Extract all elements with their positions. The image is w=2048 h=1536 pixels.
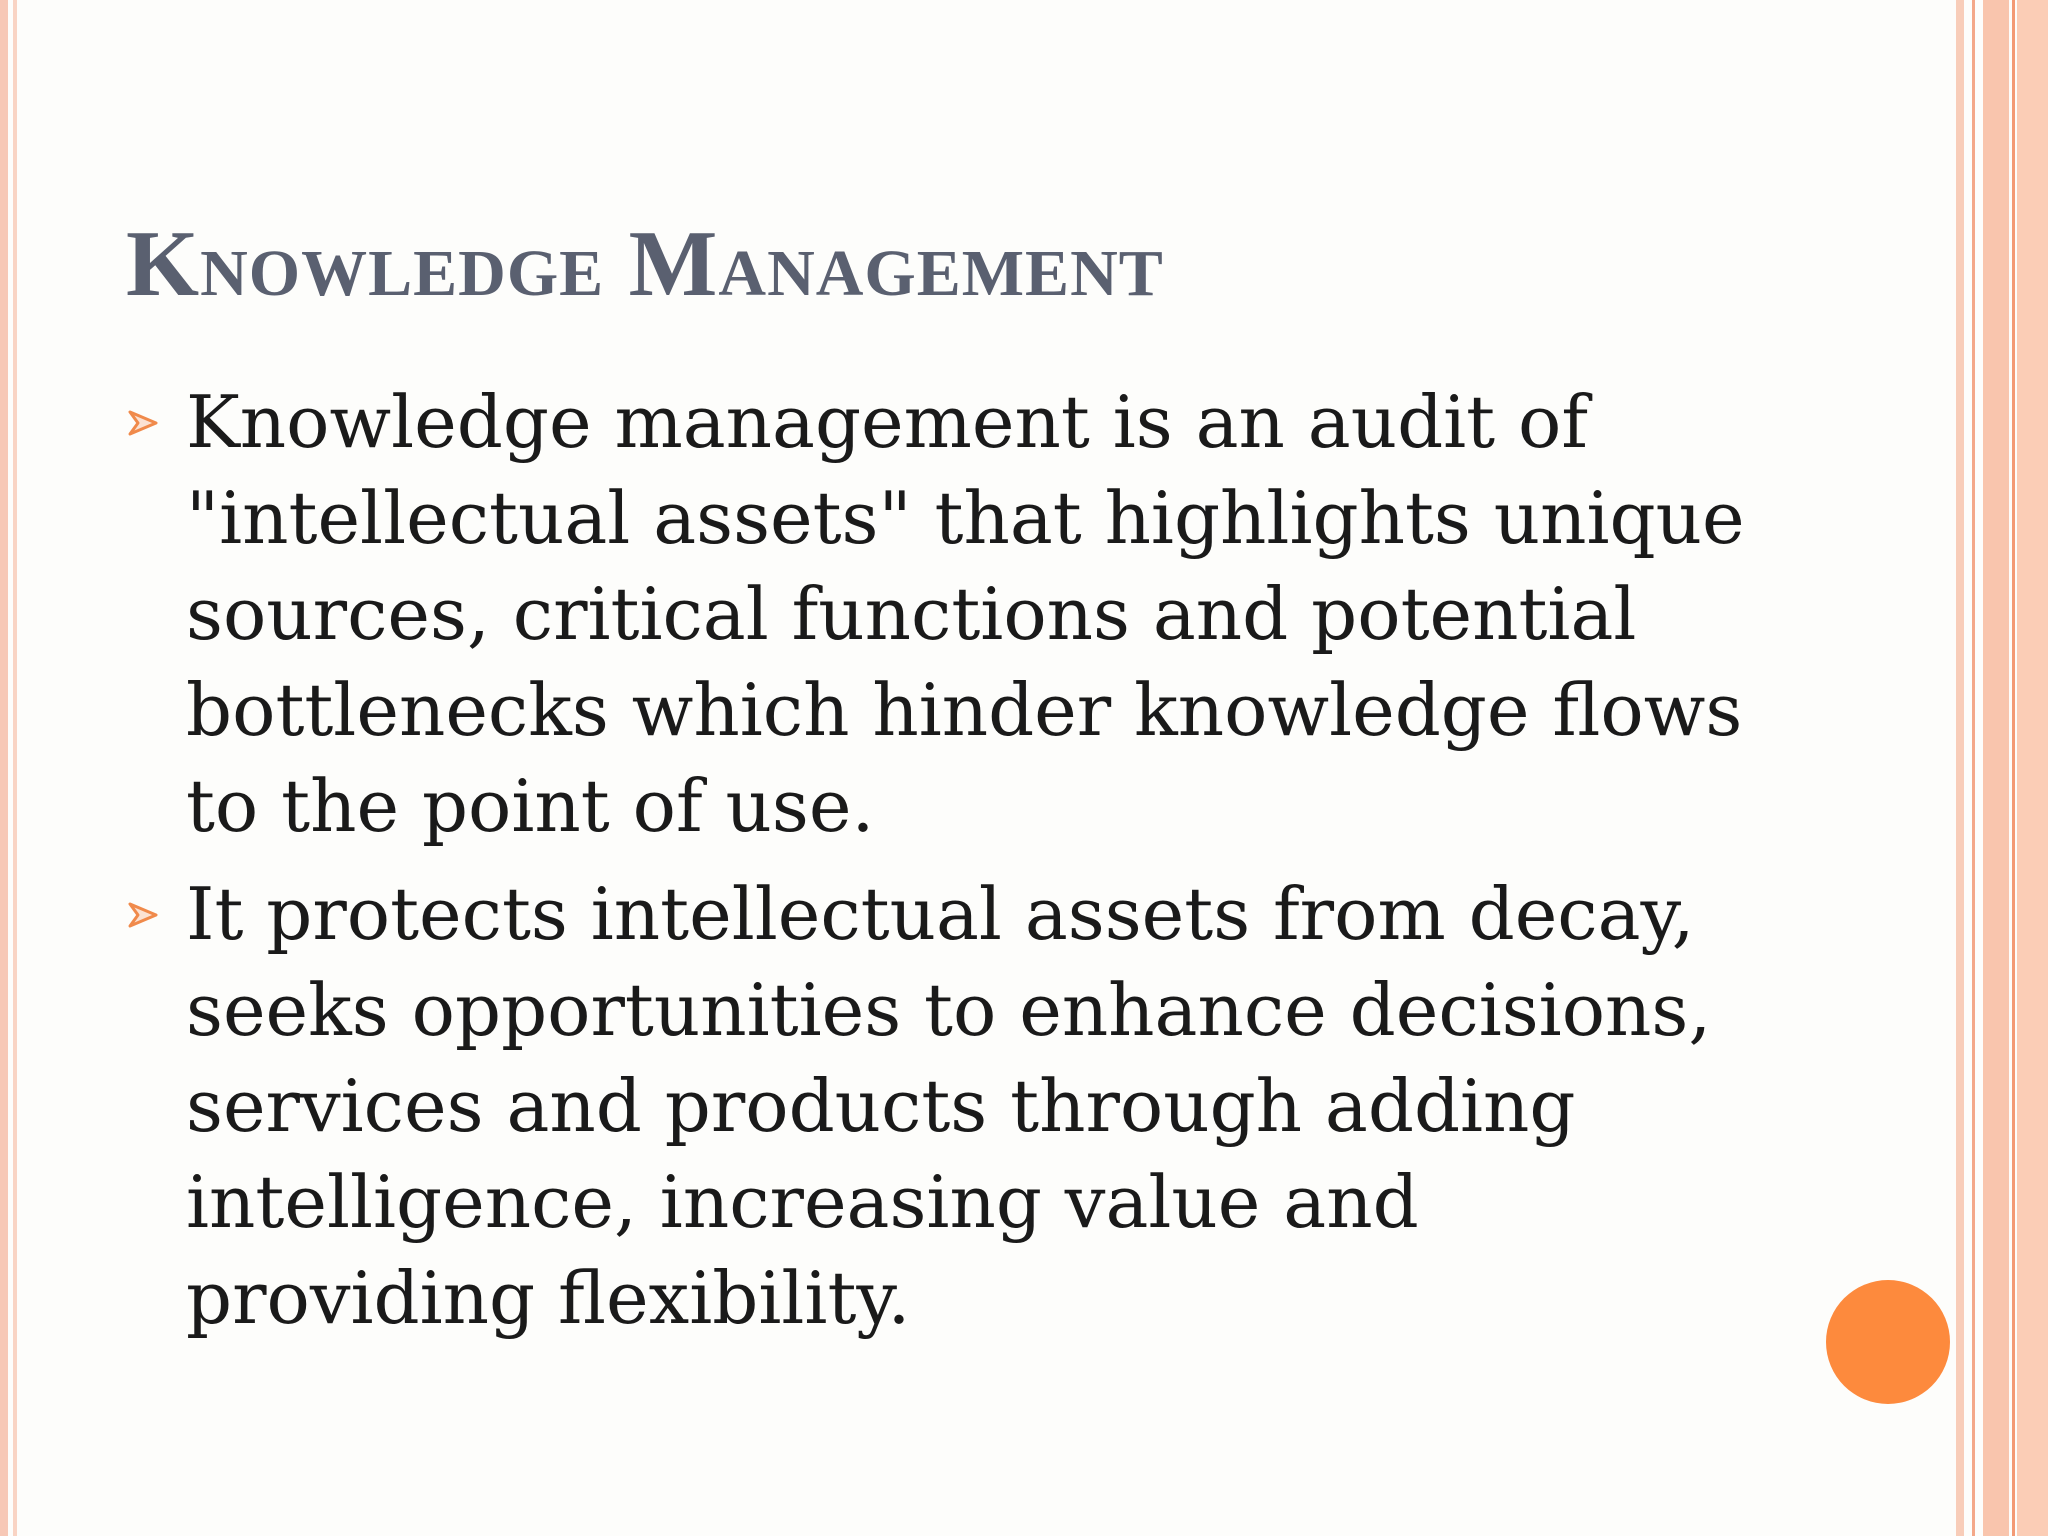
right-border-band — [1983, 0, 2009, 1536]
bullet-item — [126, 866, 1766, 1346]
right-border-line — [1972, 0, 1975, 1536]
slide-title: Knowledge Management — [126, 212, 1164, 316]
decorative-orange-circle — [1826, 1280, 1950, 1404]
left-border-stripe — [0, 0, 8, 1536]
bullet-text: Knowledge management is an audit of "intellectual assets" that highlights unique sources, critical functions and potential bottlenecks which hinder knowledge flows to the point of use. — [186, 380, 1745, 848]
bullet-list — [126, 374, 1766, 1358]
bullet-text: It protects intellectual assets from decay, seeks opportunities to enhance decisions, services and products through adding intelligence, increasing value and providing flexibility. — [186, 872, 1712, 1340]
right-border-band-outer — [2017, 0, 2048, 1536]
right-border-stripe — [1956, 0, 1964, 1536]
right-border-line-outer — [2012, 0, 2015, 1536]
arrow-right-icon — [126, 898, 160, 932]
bullet-item — [126, 374, 1766, 854]
left-border-stripe-inner — [13, 0, 17, 1536]
arrow-right-icon — [126, 406, 160, 440]
